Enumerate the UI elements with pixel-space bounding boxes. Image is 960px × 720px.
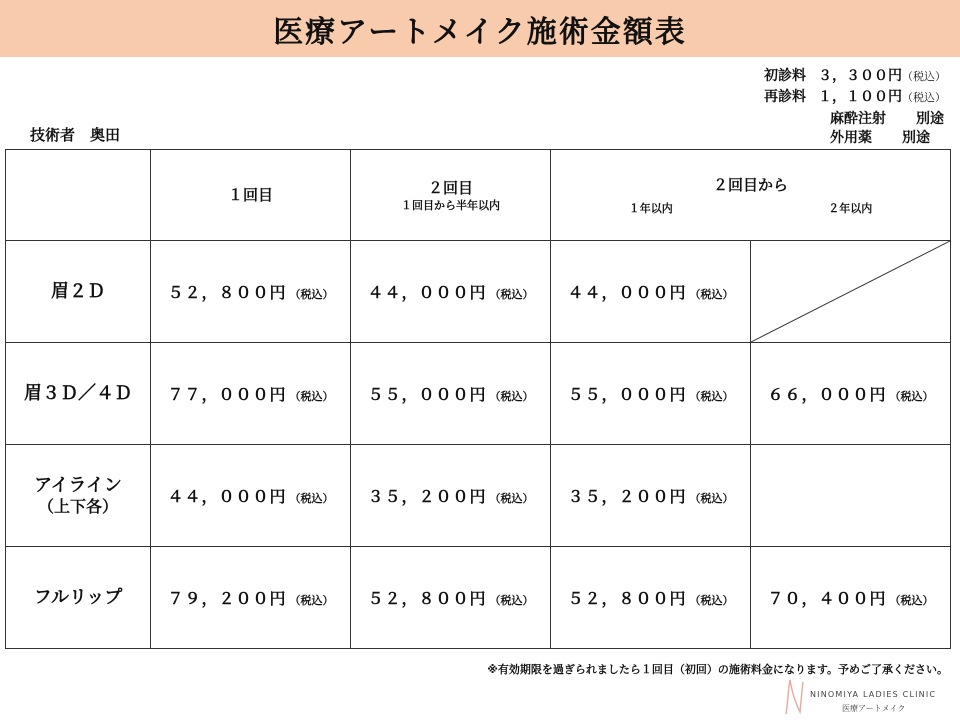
header-row (6, 150, 951, 241)
tax-label: （税込） (689, 390, 734, 403)
tax-label: （税込） (489, 594, 534, 607)
table-row (6, 547, 951, 649)
price-first (167, 385, 333, 404)
price-within-1-year (567, 385, 733, 404)
header-within-2-years: ２年以内 (828, 201, 873, 215)
header-within-1-year: １年以内 (628, 201, 673, 215)
clinic-logo-name: NINOMIYA LADIES CLINIC (810, 690, 937, 699)
tax-label: （税込） (689, 594, 734, 607)
clinic-logo-subtitle: 医療アートメイク (842, 704, 906, 713)
price-within-2-years-cell (751, 343, 951, 445)
not-applicable-cell (751, 241, 951, 343)
tax-label: （税込） (689, 288, 734, 301)
fee-tax: （税込） (902, 70, 946, 83)
table-row (6, 445, 951, 547)
treatment-name: 眉３Ｄ／４Ｄ (24, 383, 132, 404)
fee-tax: （税込） (902, 91, 946, 104)
treatment-name-cell (6, 547, 151, 649)
tax-label: （税込） (289, 492, 334, 505)
fee-amount: ３，３００円 (818, 68, 902, 84)
price-within-1-year-cell (551, 241, 751, 343)
price-value: ４４，０００円 (567, 283, 687, 302)
extra-value: 別途 (916, 111, 944, 127)
price-second (367, 589, 533, 608)
header-from-second (551, 150, 951, 241)
price-first-cell (151, 547, 351, 649)
table-row (6, 241, 951, 343)
price-value: ７７，０００円 (167, 385, 287, 404)
price-first-cell (151, 343, 351, 445)
technician-name: 技術者 奥田 (30, 126, 121, 144)
price-within-1-year-cell (551, 547, 751, 649)
empty-cell (751, 445, 951, 547)
price-within-2-years-cell (751, 547, 951, 649)
clinic-logo (776, 676, 956, 720)
header-blank-cell (6, 150, 151, 241)
header-from-second-subs (551, 201, 950, 216)
return-consultation-fee (764, 87, 946, 108)
price-first (167, 283, 333, 302)
treatment-name-cell (6, 445, 151, 547)
price-second (367, 487, 533, 506)
price-second (367, 385, 533, 404)
price-second-cell (351, 241, 551, 343)
diagonal-strike-line (751, 241, 950, 342)
tax-label: （税込） (289, 594, 334, 607)
price-first-cell (151, 241, 351, 343)
price-value: ６６，０００円 (767, 385, 887, 404)
price-second-cell (351, 445, 551, 547)
tax-label: （税込） (889, 594, 934, 607)
treatment-name: フルリップ (33, 587, 123, 608)
price-second (367, 283, 533, 302)
initial-consultation-fee (764, 66, 946, 87)
page-title: 医療アートメイク施術金額表 (273, 14, 687, 50)
price-value: ５５，０００円 (367, 385, 487, 404)
treatment-name: 眉２Ｄ (51, 281, 105, 302)
table-row (6, 343, 951, 445)
title-banner (0, 0, 960, 57)
header-first-label: １回目 (227, 186, 273, 204)
price-value: ５５，０００円 (567, 385, 687, 404)
treatment-name: アイライン (34, 475, 122, 496)
tax-label: （税込） (489, 390, 534, 403)
extra-value: 別途 (902, 130, 930, 146)
price-second-cell (351, 343, 551, 445)
price-within-1-year (567, 283, 733, 302)
price-first (167, 589, 333, 608)
tax-label: （税込） (289, 288, 334, 301)
price-within-2-years (767, 589, 933, 608)
price-second-cell (351, 547, 551, 649)
price-value: ５２，８００円 (367, 589, 487, 608)
header-first-visit (151, 150, 351, 241)
extra-charges (830, 110, 944, 148)
header-second-visit (351, 150, 551, 241)
header-from-second-label: ２回目から (712, 175, 788, 194)
price-within-1-year (567, 487, 733, 506)
price-value: ４４，０００円 (367, 283, 487, 302)
tax-label: （税込） (489, 492, 534, 505)
price-within-1-year-cell (551, 343, 751, 445)
consultation-fees (764, 66, 946, 108)
tax-label: （税込） (289, 390, 334, 403)
price-value: ７９，２００円 (167, 589, 287, 608)
topical-medicine (830, 129, 944, 148)
anesthesia-injection (830, 110, 944, 129)
header-second-sub: １回目から半年以内 (401, 198, 500, 212)
price-first-cell (151, 445, 351, 547)
price-value: ５２，８００円 (567, 589, 687, 608)
price-within-1-year (567, 589, 733, 608)
price-within-1-year-cell (551, 445, 751, 547)
tax-label: （税込） (689, 492, 734, 505)
header-second-label: ２回目 (427, 178, 473, 197)
treatment-name-cell (6, 343, 151, 445)
treatment-name-cell (6, 241, 151, 343)
treatment-note: （上下各） (37, 497, 118, 516)
price-value: ５２，８００円 (167, 283, 287, 302)
price-value: ３５，２００円 (567, 487, 687, 506)
extra-label: 麻酔注射 (830, 111, 886, 127)
price-within-2-years (767, 385, 933, 404)
price-value: ７０，４００円 (767, 589, 887, 608)
price-table (5, 149, 951, 649)
fee-amount: １，１００円 (818, 89, 902, 105)
extra-label: 外用薬 (830, 130, 872, 146)
clinic-logo-mark-icon (782, 676, 806, 718)
tax-label: （税込） (489, 288, 534, 301)
fee-label: 初診料 (764, 68, 806, 84)
price-value: ３５，２００円 (367, 487, 487, 506)
tax-label: （税込） (889, 390, 934, 403)
price-first (167, 487, 333, 506)
fee-label: 再診料 (764, 89, 806, 105)
price-value: ４４，０００円 (167, 487, 287, 506)
expiry-footnote: ※有効期限を過ぎられましたら１回目（初回）の施術料金になります。予めご了承ください。 (487, 663, 948, 676)
